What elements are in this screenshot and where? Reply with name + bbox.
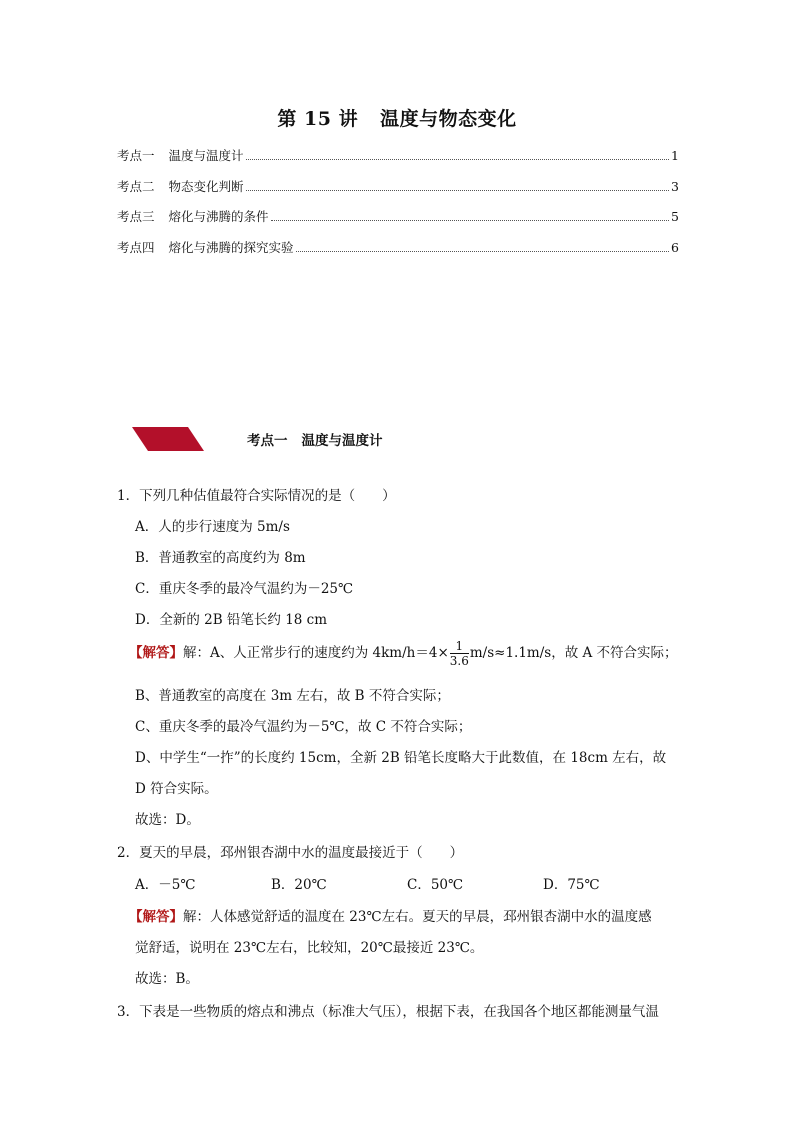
question-2-option-d: D．75℃ xyxy=(543,877,600,893)
toc-entry-4[interactable] xyxy=(117,238,679,269)
toc-leader xyxy=(271,220,670,221)
question-2-option-b: B．20℃ xyxy=(271,877,327,893)
lecture-topic: 温度与物态变化 xyxy=(380,108,517,130)
section-banner-parallelogram xyxy=(132,427,204,451)
lecture-number: 第 15 讲 xyxy=(277,108,359,130)
question-1-answer-line-3: C、重庆冬季的最冷气温约为－5℃，故 C 不符合实际； xyxy=(135,719,472,735)
toc-entry-number: 考点三 xyxy=(117,209,155,224)
question-1-answer-line-4: D、中学生“一拃”的长度约 15cm，全新 2B 铅笔长度略大于此数值，在 18cm 左右，故 xyxy=(135,750,667,766)
question-3-stem: 3．下表是一些物质的熔点和沸点（标准大气压），根据下表，在我国各个地区都能测量气温 xyxy=(117,1004,659,1020)
answer-tag: 【解答】 xyxy=(129,645,183,661)
page-title xyxy=(0,104,794,131)
toc-leader xyxy=(246,159,670,160)
section-name: 温度与温度计 xyxy=(301,433,383,449)
question-1-answer-line-1 xyxy=(129,639,678,668)
question-1-option-a: A．人的步行速度为 5m/s xyxy=(135,519,290,535)
toc-page-number: 1 xyxy=(671,148,679,163)
toc-entry-1[interactable] xyxy=(117,146,679,177)
toc-entry-2[interactable] xyxy=(117,177,679,208)
section-number: 考点一 xyxy=(247,433,288,449)
question-1-option-c: C．重庆冬季的最冷气温约为－25℃ xyxy=(135,581,354,597)
question-2-option-a: A．－5℃ xyxy=(135,877,196,893)
question-1-option-b: B．普通教室的高度约为 8m xyxy=(135,550,306,566)
question-2-options xyxy=(135,873,600,893)
answer-text: 解：A、人正常步行的速度约为 4km/h＝4× xyxy=(183,645,449,661)
answer-tag: 【解答】 xyxy=(129,909,183,925)
toc-leader xyxy=(296,251,670,252)
toc-entry-number: 考点二 xyxy=(117,178,155,194)
toc-entry-number: 考点四 xyxy=(117,239,155,255)
toc-entry-name: 物态变化判断 xyxy=(168,178,244,194)
section-heading xyxy=(247,429,383,449)
question-1-stem: 1．下列几种估值最符合实际情况的是（ ） xyxy=(117,488,396,504)
question-2-answer-choice: 故选：B。 xyxy=(135,971,199,987)
section-banner xyxy=(132,427,692,451)
question-1-answer-line-2: B、普通教室的高度在 3m 左右，故 B 不符合实际； xyxy=(135,688,450,704)
question-1-option-d: D．全新的 2B 铅笔长约 18 cm xyxy=(135,612,328,628)
question-2-answer-line-1 xyxy=(129,905,652,925)
toc-leader xyxy=(246,190,670,191)
answer-text: m/s≈1.1m/s，故 A 不符合实际； xyxy=(469,645,678,661)
toc-page-number: 6 xyxy=(671,239,679,255)
answer-text: 解：人体感觉舒适的温度在 23℃左右。夏天的早晨，邳州银杏湖中水的温度感 xyxy=(183,909,652,925)
toc-entry-name: 温度与温度计 xyxy=(168,148,244,163)
question-2-option-c: C．50℃ xyxy=(407,877,464,893)
question-1-answer-line-5: D 符合实际。 xyxy=(135,781,218,797)
toc-entry-name: 熔化与沸腾的探究实验 xyxy=(168,239,294,255)
question-2-stem: 2．夏天的早晨，邳州银杏湖中水的温度最接近于（ ） xyxy=(117,845,464,861)
toc-entry-3[interactable] xyxy=(117,207,679,238)
toc-page-number: 3 xyxy=(671,178,679,194)
toc-entry-number: 考点一 xyxy=(117,148,155,163)
fraction-denominator: 3.6 xyxy=(449,654,469,668)
question-2-answer-line-2: 觉舒适，说明在 23℃左右，比较知，20℃最接近 23℃。 xyxy=(135,940,484,956)
table-of-contents xyxy=(117,146,679,268)
question-1-answer-choice: 故选：D。 xyxy=(135,812,200,828)
toc-page-number: 5 xyxy=(671,209,679,224)
toc-entry-name: 熔化与沸腾的条件 xyxy=(168,209,269,224)
fraction xyxy=(450,639,469,668)
fraction-numerator: 1 xyxy=(450,639,469,654)
